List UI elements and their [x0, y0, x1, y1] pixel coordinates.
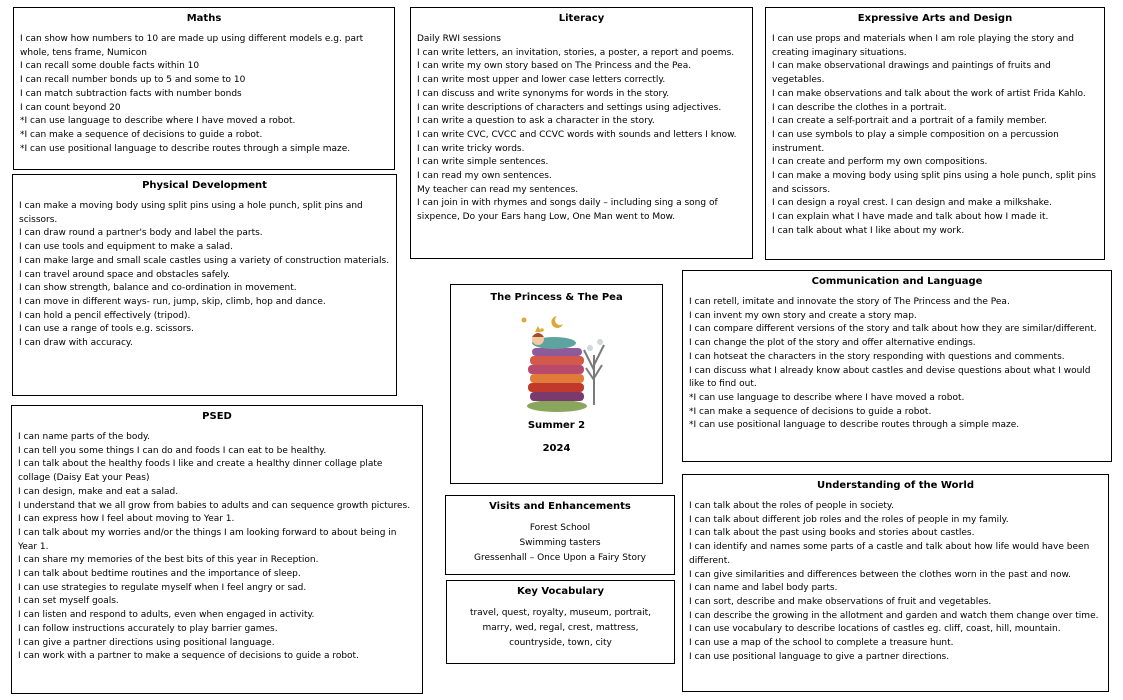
- ead-line: I can explain what I have made and talk about how I made it.: [772, 212, 1049, 223]
- psed-panel: [11, 405, 423, 694]
- physical-line: I can hold a pencil effectively (tripod).: [19, 310, 191, 321]
- physical-line: I can move in different ways- run, jump, skip, climb, hop and dance.: [19, 296, 326, 307]
- visits-list: [452, 521, 668, 566]
- world-line: I can talk about the roles of people in society.: [689, 501, 894, 511]
- psed-line: I can talk about my worries and/or the things I am looking forward to about being in Year 1.: [18, 527, 397, 552]
- literacy-line: My teacher can read my sentences.: [417, 184, 579, 195]
- communication-line: I can discuss what I already know about castles and devise questions about what I would like to find out.: [689, 365, 1091, 390]
- physical-development-title: Physical Development: [142, 180, 267, 191]
- physical-line: I can show strength, balance and co-ordination in movement.: [19, 283, 297, 294]
- maths-line: I can recall some double facts within 10: [20, 61, 200, 72]
- physical-development-panel: [12, 174, 397, 396]
- physical-line: I can make a moving body using split pins using a hole punch, split pins and scissors.: [19, 201, 363, 225]
- literacy-title: Literacy: [558, 13, 605, 24]
- maths-line: I can show how numbers to 10 are made up using different models e.g. part whole, tens frame, Numicon: [20, 34, 364, 58]
- key-vocabulary-title: Key Vocabulary: [517, 586, 604, 597]
- ead-line: I can make a moving body using split pins using a hole punch, split pins and scissors.: [772, 171, 1096, 195]
- ead-line: I can make observational drawings and paintings of fruits and vegetables.: [772, 61, 1051, 86]
- literacy-line: I can read my own sentences.: [417, 171, 552, 182]
- world-line: I can talk about different job roles and the roles of people in my family.: [689, 514, 1009, 525]
- ead-line: I can design a royal crest. I can design and make a milkshake.: [772, 198, 1052, 209]
- visits-enhancements-title: Visits and Enhancements: [489, 501, 631, 512]
- vocab-line: countryside, town, city: [509, 638, 612, 648]
- literacy-line: I can write a question to ask a character in the story.: [417, 116, 655, 127]
- physical-line: I can travel around space and obstacles safely.: [19, 269, 230, 280]
- key-vocabulary-panel: [446, 580, 675, 664]
- ead-line: I can describe the clothes in a portrait.: [772, 102, 947, 113]
- literacy-line: I can write letters, an invitation, stories, a poster, a report and poems.: [417, 47, 735, 58]
- physical-development-list: [19, 200, 390, 351]
- world-line: I can sort, describe and make observations of fruit and vegetables.: [689, 596, 992, 607]
- communication-line: *I can use language to describe where I have moved a robot.: [689, 392, 965, 403]
- visit-line: Forest School: [529, 523, 591, 533]
- maths-list: [20, 33, 388, 156]
- maths-panel: [13, 7, 395, 170]
- psed-line: I understand that we all grow from babies to adults and can sequence growth pictures.: [18, 500, 411, 511]
- vocab-line: marry, wed, regal, crest, mattress,: [482, 623, 639, 633]
- world-line: I can give similarities and differences between the clothes worn in the past and now.: [689, 569, 1071, 580]
- expressive-arts-panel: [765, 7, 1105, 260]
- psed-line: I can name parts of the body.: [18, 432, 150, 442]
- maths-line: I can match subtraction facts with number bonds: [20, 88, 242, 99]
- communication-line: I can hotseat the characters in the story responding with questions and comments.: [689, 351, 1065, 362]
- understanding-world-list: [689, 500, 1102, 664]
- literacy-line: I can write most upper and lower case letters correctly.: [417, 75, 666, 86]
- world-line: I can identify and names some parts of a castle and talk about how life would have been different.: [689, 542, 1090, 566]
- psed-line: I can follow instructions accurately to play barrier games.: [18, 623, 278, 634]
- physical-line: I can use tools and equipment to make a salad.: [19, 242, 233, 253]
- psed-line: I can use strategies to regulate myself when I feel angry or sad.: [18, 582, 307, 593]
- ead-line: I can talk about what I like about my work.: [772, 225, 965, 236]
- psed-line: I can listen and respond to adults, even when engaged in activity.: [18, 610, 315, 621]
- physical-line: I can make large and small scale castles using a variety of construction materials.: [19, 255, 390, 266]
- visits-enhancements-panel: [445, 495, 675, 575]
- vocab-list: [453, 606, 668, 651]
- ead-line: I can use symbols to play a simple composition on a percussion instrument.: [772, 129, 1059, 154]
- maths-line: *I can use language to describe where I have moved a robot.: [20, 116, 296, 127]
- literacy-line: I can write descriptions of characters and settings using adjectives.: [417, 102, 722, 113]
- term-label: Summer 2: [527, 420, 586, 431]
- physical-line: I can use a range of tools e.g. scissors.: [19, 324, 194, 335]
- expressive-arts-title: Expressive Arts and Design: [857, 13, 1013, 24]
- literacy-list: [417, 33, 746, 225]
- literacy-line: I can write tricky words.: [417, 143, 525, 154]
- vocab-line: travel, quest, royalty, museum, portrait,: [469, 608, 652, 618]
- ead-line: I can create and perform my own compositions.: [772, 157, 988, 168]
- expressive-arts-list: [772, 33, 1098, 239]
- maths-line: I can count beyond 20: [20, 102, 121, 113]
- communication-line: I can invent my own story and create a story map.: [689, 310, 917, 321]
- ead-line: I can use props and materials when I am role playing the story and creating imaginary situations.: [772, 34, 1074, 58]
- year-label: 2024: [542, 443, 571, 454]
- ead-line: I can create a self-portrait and a portrait of a family member.: [772, 116, 1047, 127]
- psed-title: PSED: [202, 411, 232, 422]
- world-line: I can describe the growing in the allotment and garden and watch them change over time.: [689, 610, 1099, 621]
- communication-line: *I can use positional language to describe routes through a simple maze.: [689, 420, 1020, 431]
- understanding-world-title: Understanding of the World: [817, 480, 974, 491]
- communication-line: *I can make a sequence of decisions to guide a robot.: [689, 406, 932, 417]
- visit-line: Gressenhall – Once Upon a Fairy Story: [474, 553, 646, 563]
- psed-line: I can design, make and eat a salad.: [18, 486, 179, 497]
- topic-title: The Princess & The Pea: [490, 292, 623, 303]
- world-line: I can use positional language to give a partner directions.: [689, 651, 950, 662]
- communication-language-title: Communication and Language: [811, 276, 983, 287]
- maths-title: Maths: [186, 13, 222, 24]
- topic-cover-panel: [450, 284, 663, 484]
- psed-line: I can give a partner directions using positional language.: [18, 637, 275, 648]
- world-line: I can use a map of the school to complete a treasure hunt.: [689, 638, 954, 649]
- world-line: I can use vocabulary to describe locations of castles eg. cliff, coast, hill, mountain.: [689, 624, 1061, 635]
- maths-line: *I can make a sequence of decisions to guide a robot.: [20, 129, 263, 140]
- communication-language-panel: [682, 270, 1112, 462]
- physical-line: I can draw round a partner's body and label the parts.: [19, 228, 263, 239]
- communication-line: I can retell, imitate and innovate the story of The Princess and the Pea.: [689, 297, 1010, 307]
- literacy-line: I can write my own story based on The Princess and the Pea.: [417, 61, 692, 72]
- literacy-panel: [410, 7, 753, 259]
- understanding-world-panel: [682, 474, 1109, 692]
- ead-line: I can make observations and talk about the work of artist Frida Kahlo.: [772, 88, 1086, 99]
- visit-line: Swimming tasters: [519, 538, 601, 548]
- maths-line: *I can use positional language to describe routes through a simple maze.: [20, 143, 351, 154]
- literacy-line: I can discuss and write synonyms for words in the story.: [417, 88, 670, 99]
- world-line: I can talk about the past using books and stories about castles.: [689, 528, 975, 539]
- physical-line: I can draw with accuracy.: [19, 338, 133, 349]
- psed-line: I can talk about bedtime routines and the importance of sleep.: [18, 569, 301, 580]
- literacy-line: I can write CVC, CVCC and CCVC words with sounds and letters I know.: [417, 129, 737, 140]
- maths-line: I can recall number bonds up to 5 and some to 10: [20, 75, 246, 86]
- communication-language-list: [689, 296, 1105, 433]
- psed-line: I can tell you some things I can do and foods I can eat to be healthy.: [18, 445, 327, 456]
- literacy-line: Daily RWI sessions: [417, 34, 501, 44]
- literacy-line: I can join in with rhymes and songs daily – including sing a song of sixpence, Do your Ears hang Low, One Man went to Mow.: [417, 198, 718, 223]
- world-line: I can name and label body parts.: [689, 583, 838, 594]
- communication-line: I can compare different versions of the story and talk about how they are similar/different.: [689, 324, 1097, 335]
- psed-line: I can share my memories of the best bits of this year in Reception.: [18, 555, 319, 566]
- psed-list: [18, 431, 416, 664]
- literacy-line: I can write simple sentences.: [417, 157, 549, 168]
- princess-pea-illustration: [502, 310, 612, 415]
- psed-line: I can talk about the healthy foods I like and create a healthy dinner collage plate collage (Daisy Eat your Peas): [18, 459, 383, 484]
- psed-line: I can work with a partner to make a sequence of decisions to guide a robot.: [18, 651, 359, 662]
- communication-line: I can change the plot of the story and offer alternative endings.: [689, 338, 976, 349]
- psed-line: I can set myself goals.: [18, 596, 119, 607]
- psed-line: I can express how I feel about moving to Year 1.: [18, 514, 235, 525]
